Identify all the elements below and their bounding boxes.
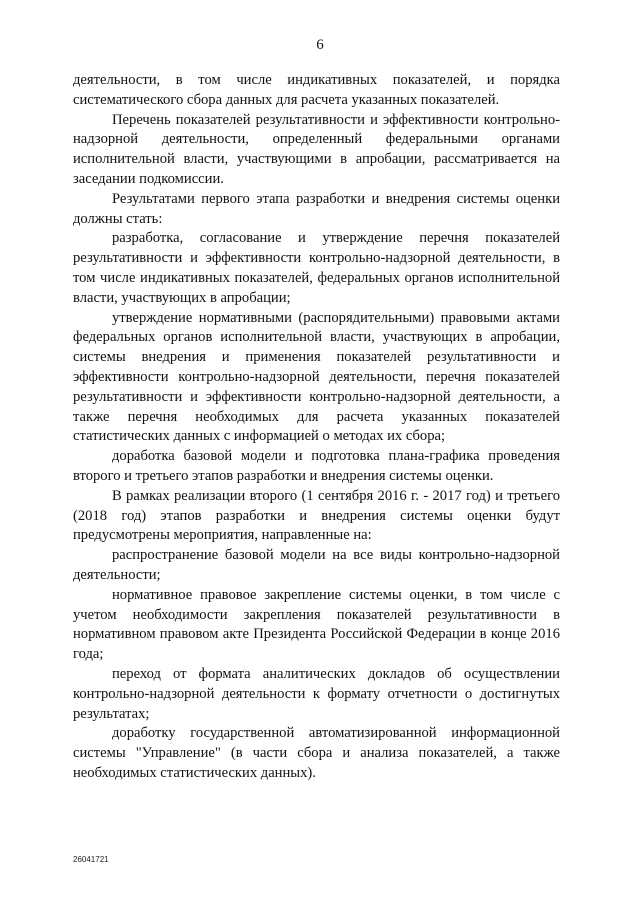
paragraph: разработка, согласование и утверждение перечня показателей результативности и эффективности контрольно-надзорной деятельности, в том числе индикативных показателей, федеральных органов исполнительной власти, участвующих в апробации;	[73, 230, 560, 306]
paragraph: В рамках реализации второго (1 сентября 2016 г. - 2017 год) и третьего (2018 год) этапов разработки и внедрения системы оценки будут предусмотрены мероприятия, направленные на:	[73, 487, 560, 544]
paragraph: доработка базовой модели и подготовка плана-графика проведения второго и третьего этапов разработки и внедрения системы оценки.	[73, 448, 560, 484]
paragraph: распространение базовой модели на все виды контрольно-надзорной деятельности;	[73, 547, 560, 583]
document-code: 26041721	[73, 855, 109, 864]
body-text	[73, 71, 560, 784]
paragraph: доработку государственной автоматизированной информационной системы "Управление" (в части сбора и анализа показателей, а также необходимых статистических данных).	[73, 725, 560, 781]
paragraph: Перечень показателей результативности и эффективности контрольно-надзорной деятельности, определенный федеральными органами исполнительной власти, участвующими в апробации, рассматривается на заседании подкомиссии.	[73, 111, 560, 187]
paragraph: Результатами первого этапа разработки и внедрения системы оценки должны стать:	[73, 190, 560, 227]
paragraph: переход от формата аналитических докладов об осуществлении контрольно-надзорной деятельности к формату отчетности о достигнутых результатах;	[73, 665, 560, 722]
page-number: 6	[316, 37, 324, 53]
paragraph: нормативное правовое закрепление системы оценки, в том числе с учетом необходимости закрепления показателей результативности в нормативном правовом акте Президента Российской Федерации в конце 2016 года;	[73, 586, 560, 663]
paragraph: утверждение нормативными (распорядительными) правовыми актами федеральных органов исполнительной власти, участвующих в апробации, системы внедрения и применения показателей результативности и эффективности контрольно-надзорной деятельности, перечня показателей результативности и эффективности контрольно-надзорной деятельности, а также перечня необходимых для расчета указанных показателей статистических данных с информацией о методах их сбора;	[73, 309, 560, 445]
paragraph: деятельности, в том числе индикативных показателей, и порядка систематического сбора данных для расчета указанных показателей.	[73, 72, 560, 108]
